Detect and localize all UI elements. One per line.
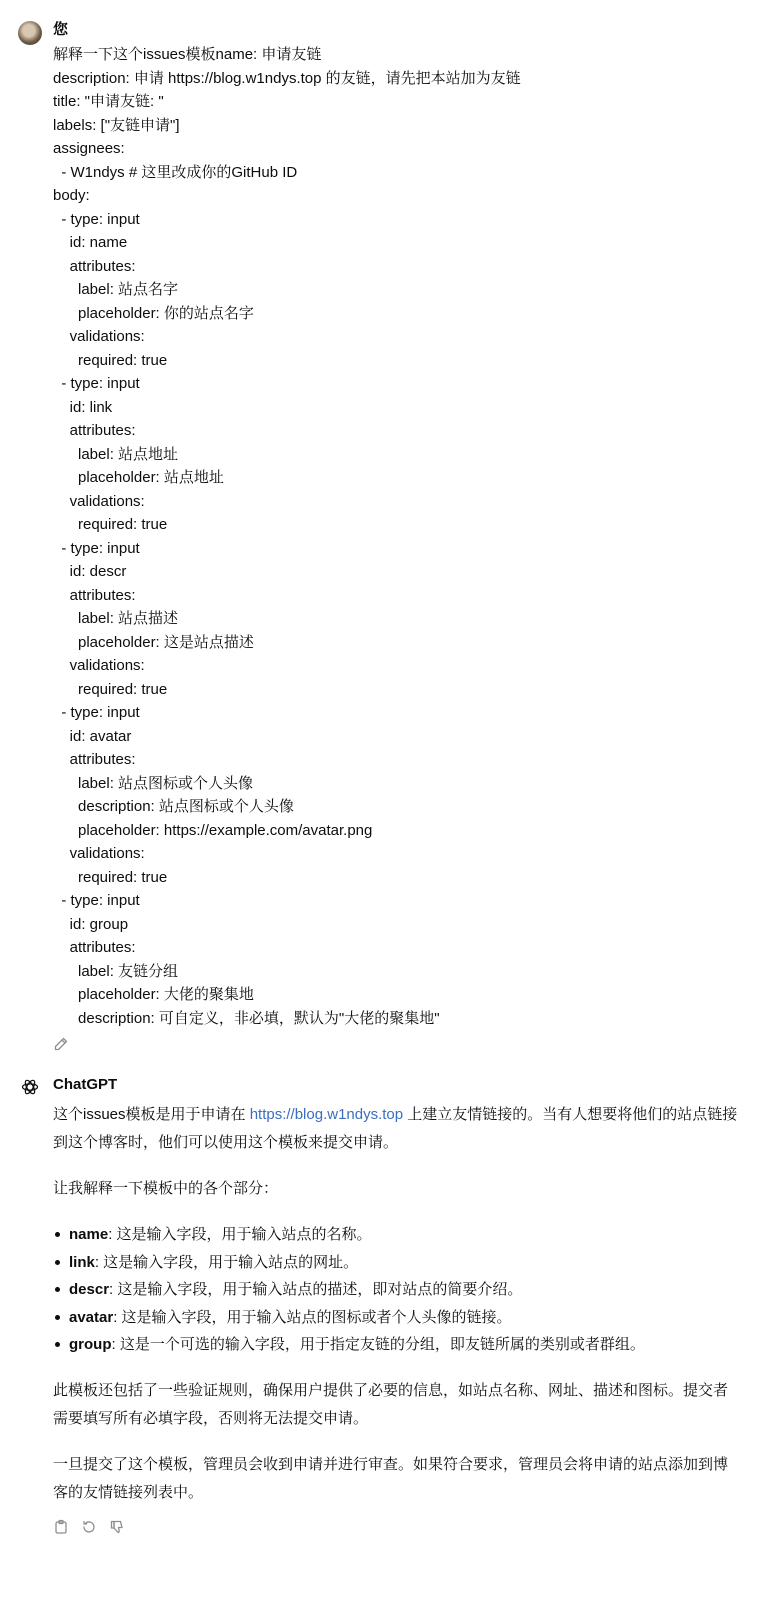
user-message-line: validations:	[53, 492, 145, 510]
user-message-line: attributes:	[53, 257, 136, 275]
list-item	[53, 1249, 738, 1277]
user-message-line: - type: input	[53, 704, 140, 721]
user-message-line: body:	[53, 187, 90, 204]
list-item	[53, 1304, 738, 1332]
list-item	[53, 1221, 738, 1249]
user-message-line: label: 站点名字	[53, 281, 179, 298]
user-message-line: required: true	[53, 680, 168, 698]
intro-text-after: 上建立友情链接的。当有人想要将他们的站点链接到这个博客时，他们可以使用这个模板来提交申请。	[53, 1106, 738, 1151]
user-message-line: - W1ndys # 这里改成你的GitHub ID	[53, 163, 298, 181]
assistant-intro-paragraph	[53, 1101, 738, 1157]
user-message-line: id: link	[53, 398, 113, 416]
user-message-line: - type: input	[53, 210, 140, 228]
user-message-line: id: group	[53, 915, 129, 933]
user-message-line: validations:	[53, 328, 145, 345]
user-message-line: required: true	[53, 868, 168, 886]
field-description: : 这是输入字段，用于输入站点的描述，即对站点的简要介绍。	[109, 1281, 523, 1298]
user-message-line: attributes:	[53, 751, 136, 768]
user-message-line: validations:	[53, 657, 145, 674]
blog-link[interactable]: https://blog.w1ndys.top	[249, 1106, 404, 1123]
field-key: name	[69, 1226, 109, 1243]
assistant-author-name: ChatGPT	[53, 1076, 118, 1093]
assistant-message	[0, 1075, 762, 1537]
assistant-paragraph-4: 一旦提交了这个模板，管理员会收到申请并进行审查。如果符合要求，管理员会将申请的站点添加到博客的友情链接列表中。	[53, 1455, 729, 1501]
list-item	[53, 1276, 738, 1304]
user-message	[0, 20, 762, 1054]
intro-text-before: 这个issues模板是用于申请在	[53, 1106, 250, 1123]
user-message-line: attributes:	[53, 422, 136, 439]
user-message-line: description: 站点图标或个人头像	[53, 798, 294, 815]
field-key: avatar	[69, 1308, 114, 1326]
field-key: group	[69, 1336, 112, 1353]
list-item	[53, 1331, 738, 1359]
user-message-line: labels: ["友链申请"]	[53, 116, 180, 134]
user-message-line: description: 可自定义，非必填，默认为"大佬的聚集地"	[53, 1009, 440, 1027]
user-message-line: label: 站点地址	[53, 445, 179, 463]
user-message-line: attributes:	[53, 939, 136, 956]
user-message-line: - type: input	[53, 375, 140, 392]
user-message-line: id: descr	[53, 563, 127, 580]
user-message-line: label: 站点描述	[53, 610, 179, 627]
user-message-line: id: avatar	[53, 727, 132, 745]
field-description: : 这是输入字段，用于输入站点的名称。	[108, 1226, 372, 1243]
pencil-icon[interactable]	[53, 1036, 71, 1054]
user-message-line: validations:	[53, 845, 145, 862]
user-message-line: - type: input	[53, 892, 140, 909]
user-message-line: - type: input	[53, 539, 140, 557]
user-message-line: required: true	[53, 351, 168, 369]
user-message-line: placeholder: 站点地址	[53, 469, 224, 486]
user-message-line: label: 友链分组	[53, 962, 179, 980]
user-message-line: placeholder: 大佬的聚集地	[53, 986, 254, 1003]
user-message-line: attributes:	[53, 586, 136, 604]
user-author-name: 您	[53, 21, 69, 38]
user-message-line: 解释一下这个issues模板name: 申请友链	[53, 46, 322, 63]
user-message-line: placeholder: 你的站点名字	[53, 304, 254, 322]
user-message-line: id: name	[53, 234, 128, 251]
user-message-line: required: true	[53, 516, 168, 533]
user-message-line: label: 站点图标或个人头像	[53, 774, 254, 792]
assistant-paragraph-2: 让我解释一下模板中的各个部分：	[53, 1180, 279, 1197]
field-description: : 这是一个可选的输入字段，用于指定友链的分组，即友链所属的类别或者群组。	[111, 1336, 645, 1353]
assistant-paragraph-3: 此模板还包括了一些验证规则，确保用户提供了必要的信息，如站点名称、网址、描述和图标。提交者需要填写所有必填字段，否则将无法提交申请。	[53, 1381, 729, 1427]
field-description: : 这是输入字段，用于输入站点的图标或者个人头像的链接。	[113, 1308, 512, 1326]
user-message-line: placeholder: https://example.com/avatar.png	[53, 821, 373, 839]
user-message-line: description: 申请 https://blog.w1ndys.top 的友链，请先把本站加为友链	[53, 69, 521, 87]
refresh-icon[interactable]	[81, 1519, 99, 1537]
user-message-line: placeholder: 这是站点描述	[53, 633, 254, 651]
user-message-line: assignees:	[53, 140, 125, 157]
field-key: link	[69, 1253, 95, 1271]
field-explanation-list	[53, 1221, 738, 1359]
field-description: : 这是输入字段，用于输入站点的网址。	[94, 1253, 359, 1271]
field-key: descr	[69, 1281, 110, 1298]
clipboard-icon[interactable]	[53, 1519, 71, 1537]
thumbs-down-icon[interactable]	[109, 1519, 127, 1537]
user-message-line: title: "申请友链: "	[53, 93, 164, 110]
message-actions	[53, 1519, 738, 1537]
user-message-body	[53, 43, 738, 1030]
